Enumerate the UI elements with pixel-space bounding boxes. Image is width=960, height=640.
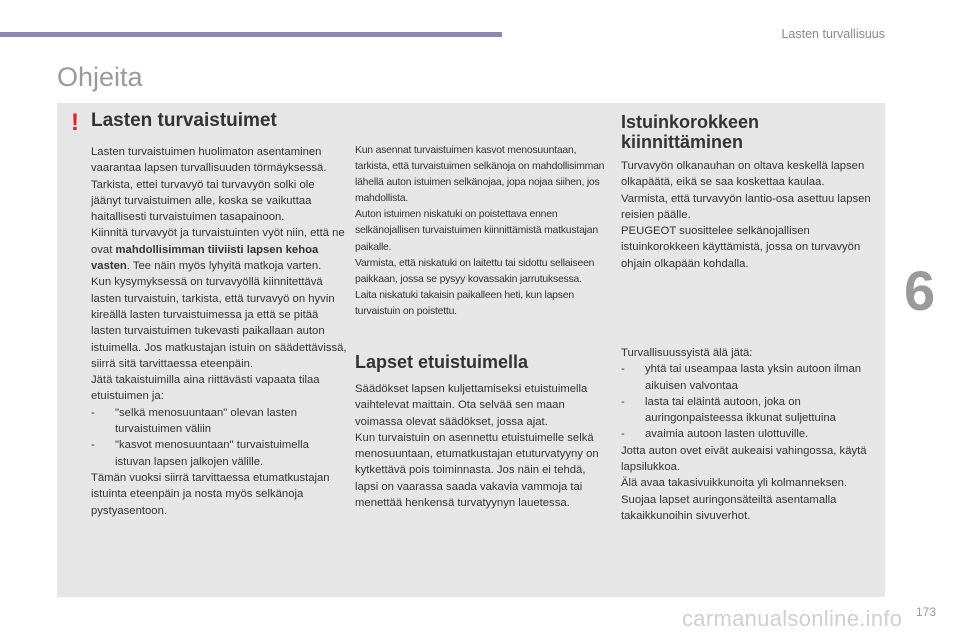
- paragraph: [91, 225, 347, 274]
- paragraph: Tarkista, ettei turvavyö tai turvavyön solki ole jäänyt turvaistuimen alle, koska se vaikuttaa haitallisesti turvaistuimen tasapainoon.: [91, 178, 315, 224]
- page-heading: Ohjeita: [57, 62, 143, 92]
- list-dash: -: [621, 428, 625, 441]
- header-accent-bar: [0, 32, 502, 37]
- paragraph: Kun asennat turvaistuimen kasvot menosuuntaan, tarkista, että turvaistuimen selkänoja on mahdollisimman lähellä auton istuimen selkänojaa, jopa nojaa siihen, jos mahdollista.: [355, 145, 605, 205]
- paragraph: Tämän vuoksi siirrä tarvittaessa etumatkustajan istuinta eteenpäin ja nosta myös selkänoja pystyasentoon.: [91, 471, 330, 517]
- paragraph: Auton istuimen niskatuki on poistettava ennen selkänojallisen turvaistuimen kiinnittämistä matkustajan paikalle.: [355, 209, 598, 253]
- list-dash: -: [621, 395, 625, 408]
- list-item-text: "kasvot menosuuntaan" turvaistuimella istuvan lapsen jalkojen välille.: [115, 439, 309, 468]
- paragraph: Varmista, että niskatuki on laitettu tai sidottu sellaiseen paikkaan, jossa se pysyy kovassakin jarrutuksessa.: [355, 257, 595, 285]
- chapter-number: 6: [904, 259, 936, 322]
- list-item: [621, 426, 877, 442]
- section-title-lapset-etuistuimella: Lapset etuistuimella: [355, 352, 529, 372]
- list-item-text: "selkä menosuuntaan" olevan lasten turvaistuimen väliin: [115, 406, 297, 436]
- paragraph: Jätä takaistuimilla aina riittävästi vapaata tilaa etuistuimen ja:: [91, 374, 320, 403]
- paragraph-text: . Tee näin myös lyhyitä matkoja varten.: [126, 260, 322, 273]
- warning-icon: !: [71, 109, 79, 136]
- page-number: 173: [916, 605, 937, 619]
- paragraph: Kun kysymyksessä on turvavyöllä kiinnitettävä lasten turvaistuin, tarkista, että turvavyö on hyvin kireällä lasten turvaistuimessa ja että se pitää lasten turvaistuimen tukevasti paikallaan auton istuimella. Jos matkustajan istuin on säädettävissä, siirrä sitä tarvittaessa eteenpäin.: [91, 276, 347, 370]
- emphasis-text: mahdollisimman tiiviisti lapsen kehoa vasten: [91, 243, 319, 273]
- paragraph: Kun turvaistuin on asennettu etuistuimelle selkä menosuuntaan, etumatkustajan etuturvatyyny on kytkettävä pois toiminnasta. Jos näin ei tehdä, lapsi on vaarassa saada vakavia vammoja tai menettää henkensä turvatyynyn lauetessa.: [355, 431, 599, 510]
- list-item-text: lasta tai eläintä autoon, joka on auringonpaisteessa ikkunat suljettuina: [645, 395, 836, 425]
- list-dash: -: [91, 439, 95, 452]
- paragraph: Varmista, että turvavyön lantio-osa asettuu lapsen reisien päälle.: [621, 192, 871, 221]
- list-item: [91, 405, 347, 438]
- section1-left-column: [91, 144, 347, 519]
- paragraph: Turvallisuussyistä älä jätä:: [621, 347, 753, 359]
- paragraph: Lasten turvaistuimen huolimaton asentaminen vaarantaa lapsen turvallisuuden törmäyksessä.: [91, 146, 327, 175]
- list-item: [621, 361, 877, 394]
- paragraph-text: Kiinnitä turvavyöt ja turvaistuinten vyöt niin, että ne ovat: [91, 227, 345, 256]
- paragraph: PEUGEOT suosittelee selkänojallisen istuinkorokkeen käyttämistä, jossa on turvavyön ohjain olkapään kohdalla.: [621, 225, 861, 270]
- chapter-title: Lasten turvallisuus: [781, 27, 885, 41]
- paragraph: Jotta auton ovet eivät aukeaisi vahingossa, käytä lapsilukkoa.: [621, 444, 867, 474]
- paragraph: Laita niskatuki takaisin paikalleen heti, kun lapsen turvaistuin on poistettu.: [355, 289, 574, 317]
- paragraph: Älä avaa takasivuikkunoita yli kolmanneksen.: [621, 477, 848, 490]
- paragraph: Suojaa lapset auringonsäteiltä asentamalla takaikkunoihin sivuverhot.: [621, 493, 837, 522]
- section2-column: [355, 381, 611, 511]
- list-item: [621, 394, 877, 427]
- list-item: [91, 437, 347, 470]
- list-dash: -: [621, 363, 625, 376]
- list-item-text: yhtä tai useampaa lasta yksin autoon ilman aikuisen valvontaa: [645, 363, 862, 392]
- section3-column: [621, 158, 877, 272]
- paragraph: Säädökset lapsen kuljettamiseksi etuistuimella vaihtelevat maittain. Ota selvää sen maan voimassa olevat säädökset, jossa ajat.: [355, 383, 588, 428]
- list-item-text: avaimia autoon lasten ulottuville.: [645, 428, 809, 441]
- list-dash: -: [91, 406, 95, 419]
- section1-mid-column: [355, 143, 611, 320]
- watermark: carmanualsonline.info: [682, 606, 903, 631]
- section-title-istuinkorokkeen-kiinnittaminen: Istuinkorokkeen kiinnittäminen: [621, 112, 760, 152]
- section-title-lasten-turvaistuimet: Lasten turvaistuimet: [91, 110, 277, 131]
- safety-column: [621, 345, 877, 524]
- paragraph: Turvavyön olkanauhan on oltava keskellä lapsen olkapäätä, eikä se saa koskettaa kaulaa.: [621, 160, 865, 189]
